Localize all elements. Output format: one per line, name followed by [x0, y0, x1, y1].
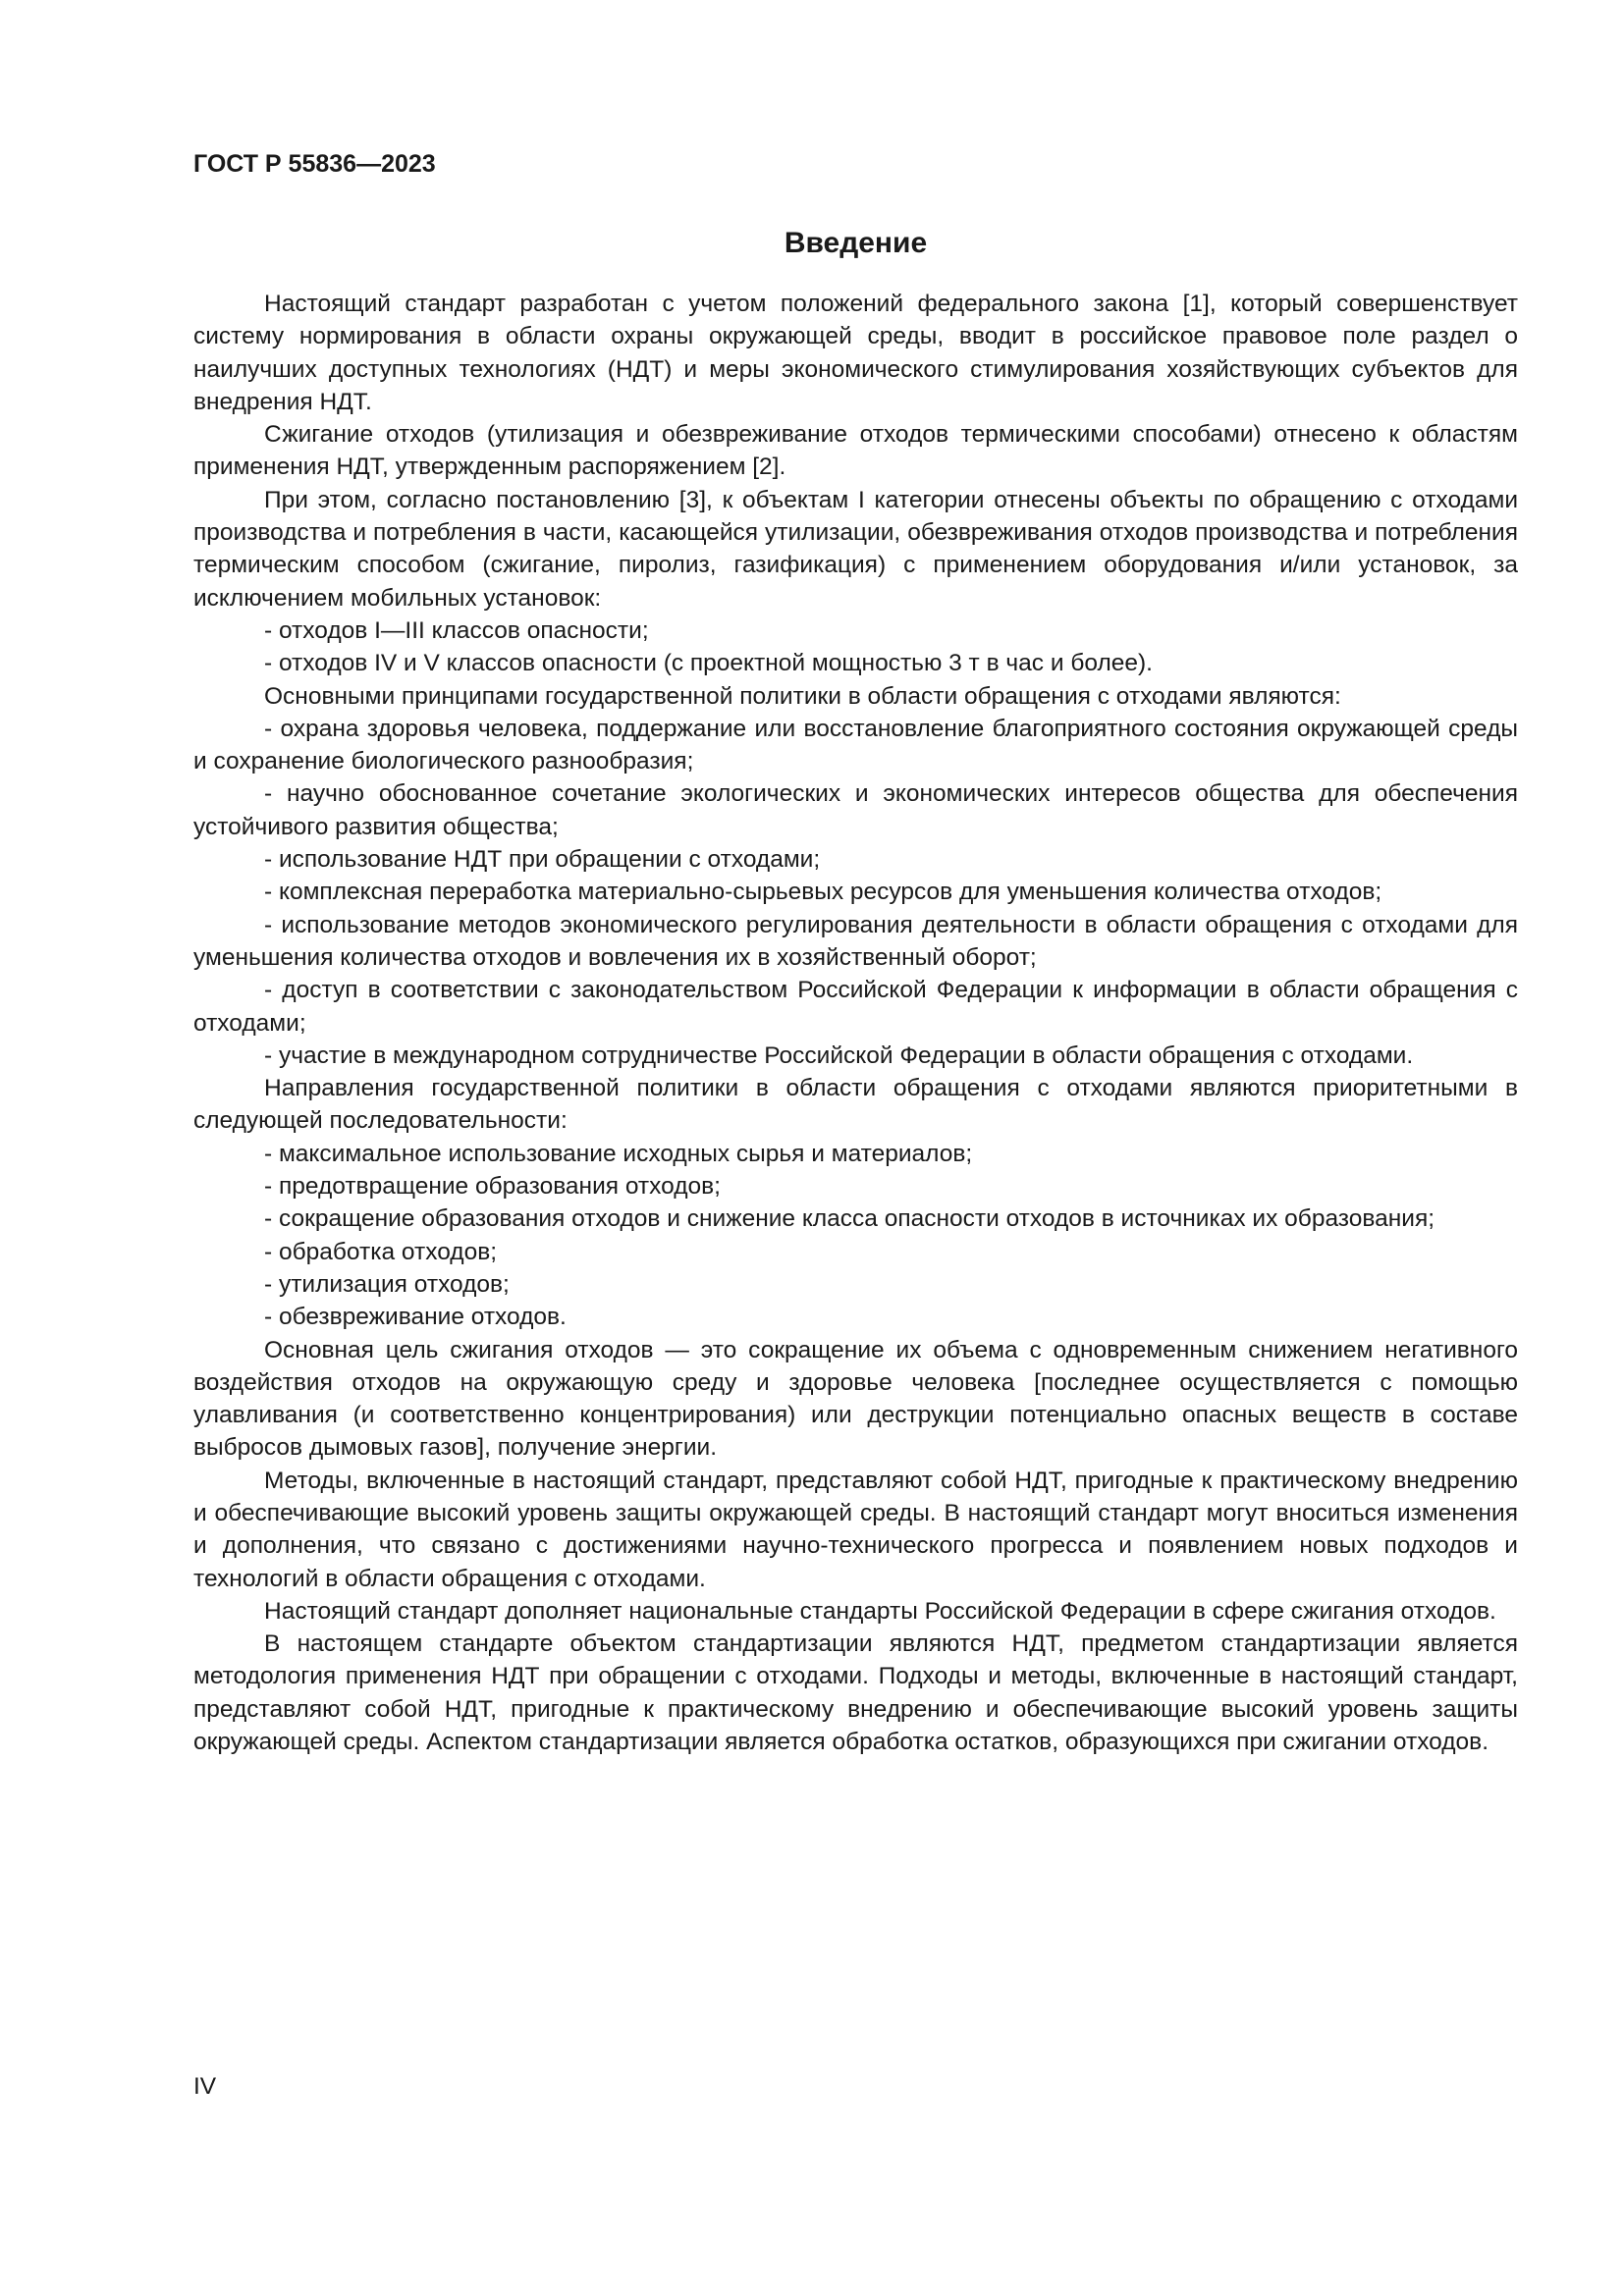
section-title: Введение: [784, 227, 928, 259]
list-item: - предотвращение образования отходов;: [264, 1173, 721, 1201]
list-item: - утилизация отходов;: [264, 1270, 510, 1298]
list-item: - максимальное использование исходных сырья и материалов;: [264, 1140, 973, 1167]
page-number: IV: [193, 2073, 217, 2100]
list-item: - отходов IV и V классов опасности (с проектной мощностью 3 т в час и более).: [264, 650, 1153, 677]
paragraph: Сжигание отходов (утилизация и обезвреживание отходов термическими способами) отнесено к областям применения НДТ, утвержденным распоряжением [2].: [193, 421, 1518, 481]
list-item: - научно обоснованное сочетание экологических и экономических интересов общества для обеспечения устойчивого развития общества;: [193, 780, 1518, 840]
paragraph: Методы, включенные в настоящий стандарт, представляют собой НДТ, пригодные к практическому внедрению и обеспечивающие высокий уровень защиты окружающей среды. В настоящий стандарт могут вноситься изменения и дополнения, что связано с достижениями научно-технического прогресса и появлением новых подходов и технологий в области обращения с отходами.: [193, 1467, 1518, 1592]
paragraph: Направления государственной политики в области обращения с отходами являются приоритетными в следующей последовательности:: [193, 1075, 1518, 1135]
paragraph: Настоящий стандарт дополняет национальные стандарты Российской Федерации в сфере сжигания отходов.: [264, 1597, 1496, 1625]
paragraph: При этом, согласно постановлению [3], к объектам I категории отнесены объекты по обращению с отходами производства и потребления в части, касающейся утилизации, обезвреживания отходов производства и потребления термическим способом (сжигание, пиролиз, газификация) с применением оборудования и/или установок, за исключением мобильных установок:: [193, 486, 1518, 612]
list-item: - обезвреживание отходов.: [264, 1304, 567, 1331]
document-id-header: ГОСТ Р 55836—2023: [193, 150, 436, 178]
list-item: - обработка отходов;: [264, 1238, 498, 1265]
body-text: [193, 288, 1518, 1758]
paragraph: Настоящий стандарт разработан с учетом положений федерального закона [1], который совершенствует систему нормирования в области охраны окружающей среды, вводит в российское правовое поле раздел о наилучших доступных технологиях (НДТ) и меры экономического стимулирования хозяйствующих субъектов для внедрения НДТ.: [193, 291, 1518, 415]
list-item: - использование методов экономического регулирования деятельности в области обращения с отходами для уменьшения количества отходов и вовлечения их в хозяйственный оборот;: [193, 911, 1518, 971]
paragraph: Основная цель сжигания отходов — это сокращение их объема с одновременным снижением негативного воздействия отходов на окружающую среду и здоровье человека [последнее осуществляется с помощью улавливания (и соответственно концентрирования) или деструкции потенциально опасных веществ в составе выбросов дымовых газов], получение энергии.: [193, 1336, 1518, 1462]
list-item: - отходов I—III классов опасности;: [264, 616, 649, 644]
list-item: - участие в международном сотрудничестве Российской Федерации в области обращения с отходами.: [264, 1041, 1414, 1069]
list-item: - охрана здоровья человека, поддержание или восстановление благоприятного состояния окружающей среды и сохранение биологического разнообразия;: [193, 715, 1518, 775]
list-item: - использование НДТ при обращении с отходами;: [264, 846, 821, 874]
paragraph: В настоящем стандарте объектом стандартизации являются НДТ, предметом стандартизации является методология применения НДТ при обращении с отходами. Подходы и методы, включенные в настоящий стандарт, представляют собой НДТ, пригодные к практическому внедрению и обеспечивающие высокий уровень защиты окружающей среды. Аспектом стандартизации является обработка остатков, образующихся при сжигании отходов.: [193, 1630, 1518, 1756]
paragraph: Основными принципами государственной политики в области обращения с отходами являются:: [264, 682, 1341, 710]
list-item: - доступ в соответствии с законодательством Российской Федерации к информации в области обращения с отходами;: [193, 977, 1518, 1037]
list-item: - комплексная переработка материально-сырьевых ресурсов для уменьшения количества отходов;: [264, 879, 1382, 906]
list-item: - сокращение образования отходов и снижение класса опасности отходов в источниках их образования;: [264, 1205, 1435, 1233]
